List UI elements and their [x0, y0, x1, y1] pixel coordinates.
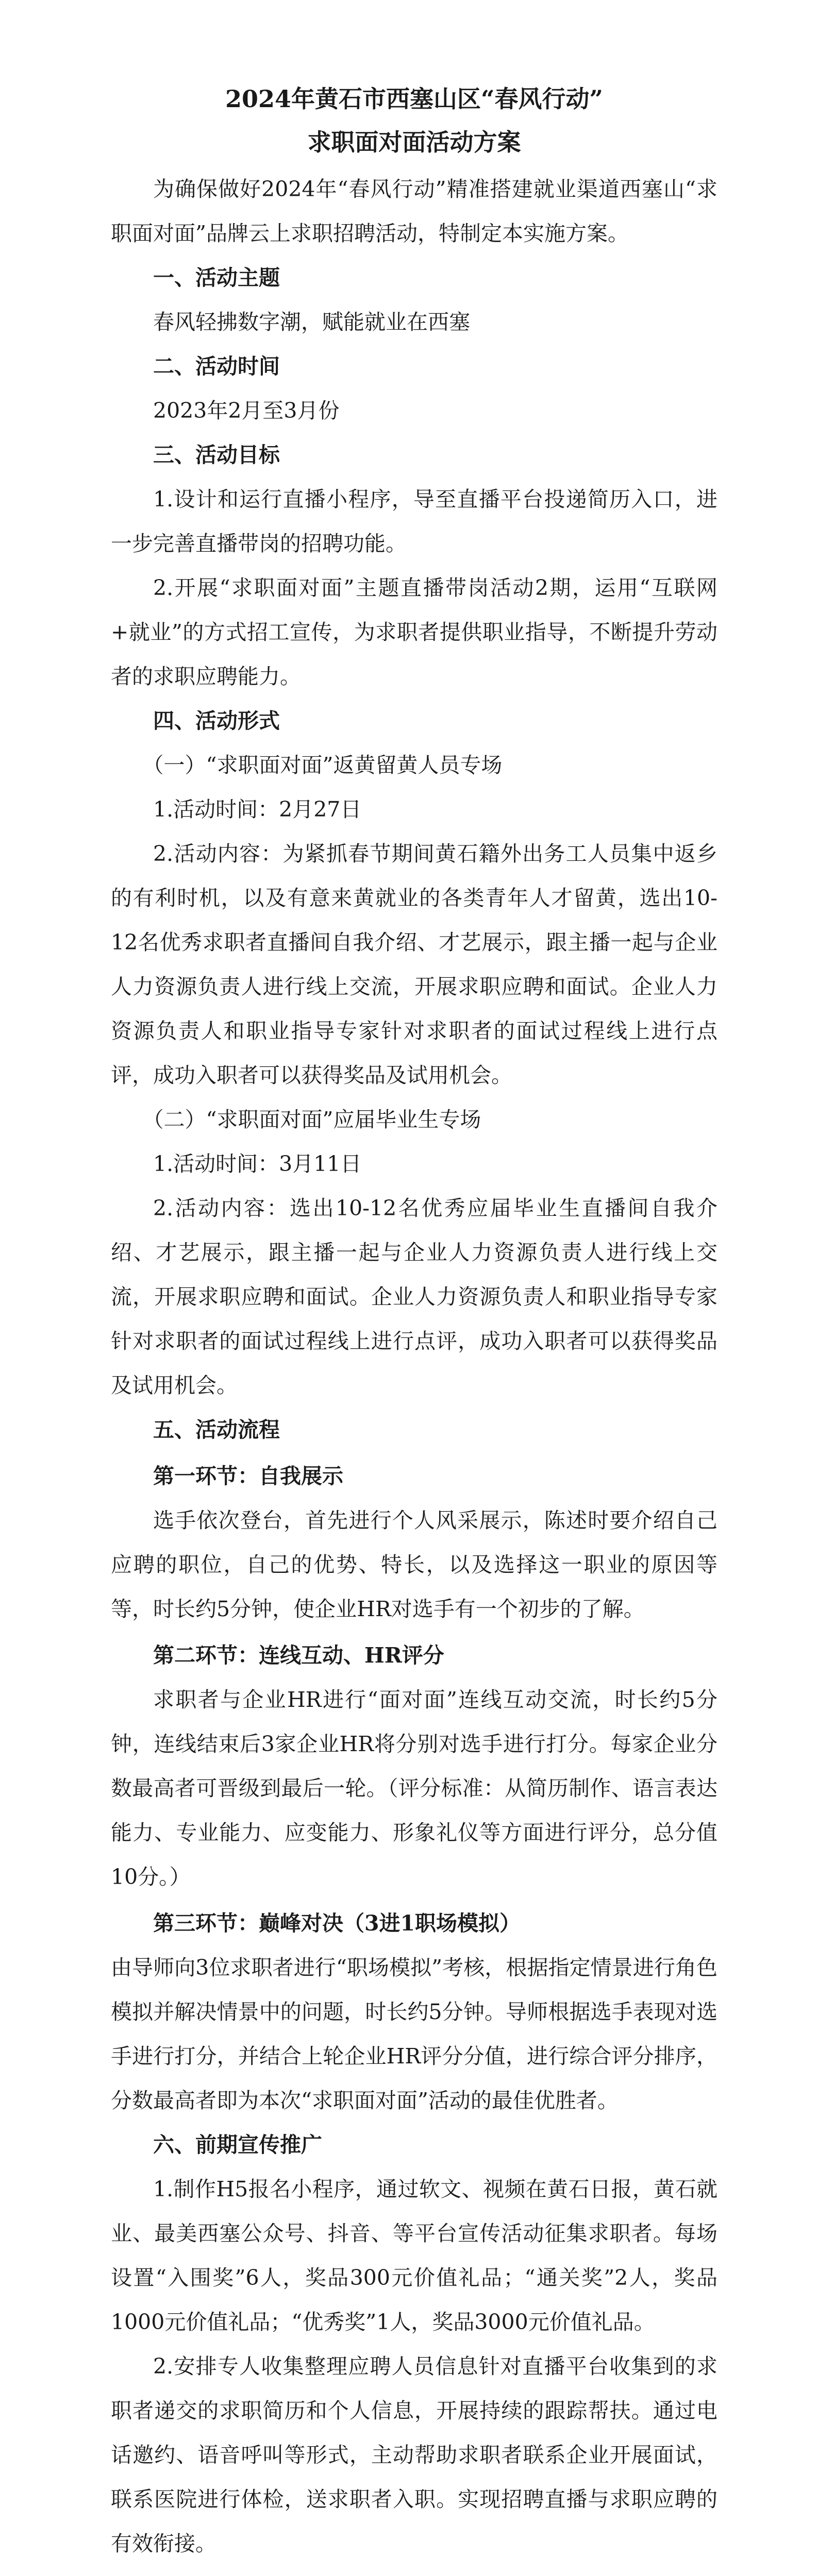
section-4-heading: 四、活动形式 [153, 708, 280, 733]
section-5-step-2-heading: 第二环节：连线互动、HR评分 [153, 1643, 444, 1668]
section-4-sub1-time: 1.活动时间：2月27日 [153, 797, 362, 822]
section-5-heading: 五、活动流程 [153, 1417, 280, 1442]
intro-paragraph: 为确保做好2024年“春风行动”精准搭建就业渠道西塞山“求职面对面”品牌云上求职招聘活动，特制定本实施方案。 [111, 177, 717, 246]
section-4-sub2-content: 2.活动内容：选出10-12名优秀应届毕业生直播间自我介绍、才艺展示，跟主播一起与企业人力资源负责人进行线上交流，开展求职应聘和面试。企业人力资源负责人和职业指导专家针对求职者的面试过程线上进行点评，成功入职者可以获得奖品及试用机会。 [111, 1196, 717, 1398]
section-5-step-3-heading: 第三环节：巅峰对决（3进1职场模拟） [153, 1911, 521, 1936]
section-3-heading: 三、活动目标 [153, 443, 280, 467]
section-4-subheading-1: （一）“求职面对面”返黄留黄人员专场 [142, 753, 503, 777]
doc-title-line1: 2024年黄石市西塞山区“春风行动” [225, 85, 603, 113]
section-1-text: 春风轻拂数字潮，赋能就业在西塞 [153, 310, 470, 334]
doc-title-line2: 求职面对面活动方案 [307, 128, 521, 156]
section-2-text: 2023年2月至3月份 [153, 398, 340, 423]
section-6-paragraph-2: 2.安排专人收集整理应聘人员信息针对直播平台收集到的求职者递交的求职简历和个人信息，开展持续的跟踪帮扶。通过电话邀约、语音呼叫等形式，主动帮助求职者联系企业开展面试，联系医院进行体检，送求职者入职。实现招聘直播与求职应聘的有效衔接。 [111, 2354, 717, 2556]
section-5-step-1-text: 选手依次登台，首先进行个人风采展示，陈述时要介绍自己应聘的职位，自己的优势、特长，以及选择这一职业的原因等等，时长约5分钟，使企业HR对选手有一个初步的了解。 [111, 1508, 717, 1621]
section-4-subheading-2: （二）“求职面对面”应届毕业生专场 [142, 1107, 481, 1132]
section-3-paragraph-1: 1.设计和运行直播小程序，导至直播平台投递简历入口，进一步完善直播带岗的招聘功能。 [111, 487, 717, 556]
section-5-step-3-text: 由导师向3位求职者进行“职场模拟”考核，根据指定情景进行角色模拟并解决情景中的问题，时长约5分钟。导师根据选手表现对选手进行打分，并结合上轮企业HR评分分值，进行综合评分排序，分数最高者即为本次“求职面对面”活动的最佳优胜者。 [111, 1955, 717, 2113]
section-4-sub1-content: 2.活动内容：为紧抓春节期间黄石籍外出务工人员集中返乡的有利时机，以及有意来黄就业的各类青年人才留黄，选出10-12名优秀求职者直播间自我介绍、才艺展示，跟主播一起与企业人力资源负责人进行线上交流，开展求职应聘和面试。企业人力资源负责人和职业指导专家针对求职者的面试过程线上进行点评，成功入职者可以获得奖品及试用机会。 [111, 841, 717, 1088]
section-4-sub2-time: 1.活动时间：3月11日 [153, 1151, 362, 1176]
section-2-heading: 二、活动时间 [153, 354, 280, 379]
section-6-paragraph-1: 1.制作H5报名小程序，通过软文、视频在黄石日报，黄石就业、最美西塞公众号、抖音、等平台宣传活动征集求职者。每场设置“入围奖”6人，奖品300元价值礼品；“通关奖”2人，奖品1000元价值礼品；“优秀奖”1人，奖品3000元价值礼品。 [111, 2177, 717, 2334]
section-1-heading: 一、活动主题 [153, 265, 280, 290]
section-3-paragraph-2: 2.开展“求职面对面”主题直播带岗活动2期，运用“互联网+就业”的方式招工宣传，为求职者提供职业指导，不断提升劳动者的求职应聘能力。 [111, 575, 717, 689]
section-5-step-2-text: 求职者与企业HR进行“面对面”连线互动交流，时长约5分钟，连线结束后3家企业HR将分别对选手进行打分。每家企业分数最高者可晋级到最后一轮。（评分标准：从简历制作、语言表达能力、专业能力、应变能力、形象礼仪等方面进行评分，总分值10分。） [111, 1687, 717, 1889]
section-6-heading: 六、前期宣传推广 [153, 2132, 322, 2157]
section-5-step-1-heading: 第一环节：自我展示 [153, 1464, 343, 1488]
